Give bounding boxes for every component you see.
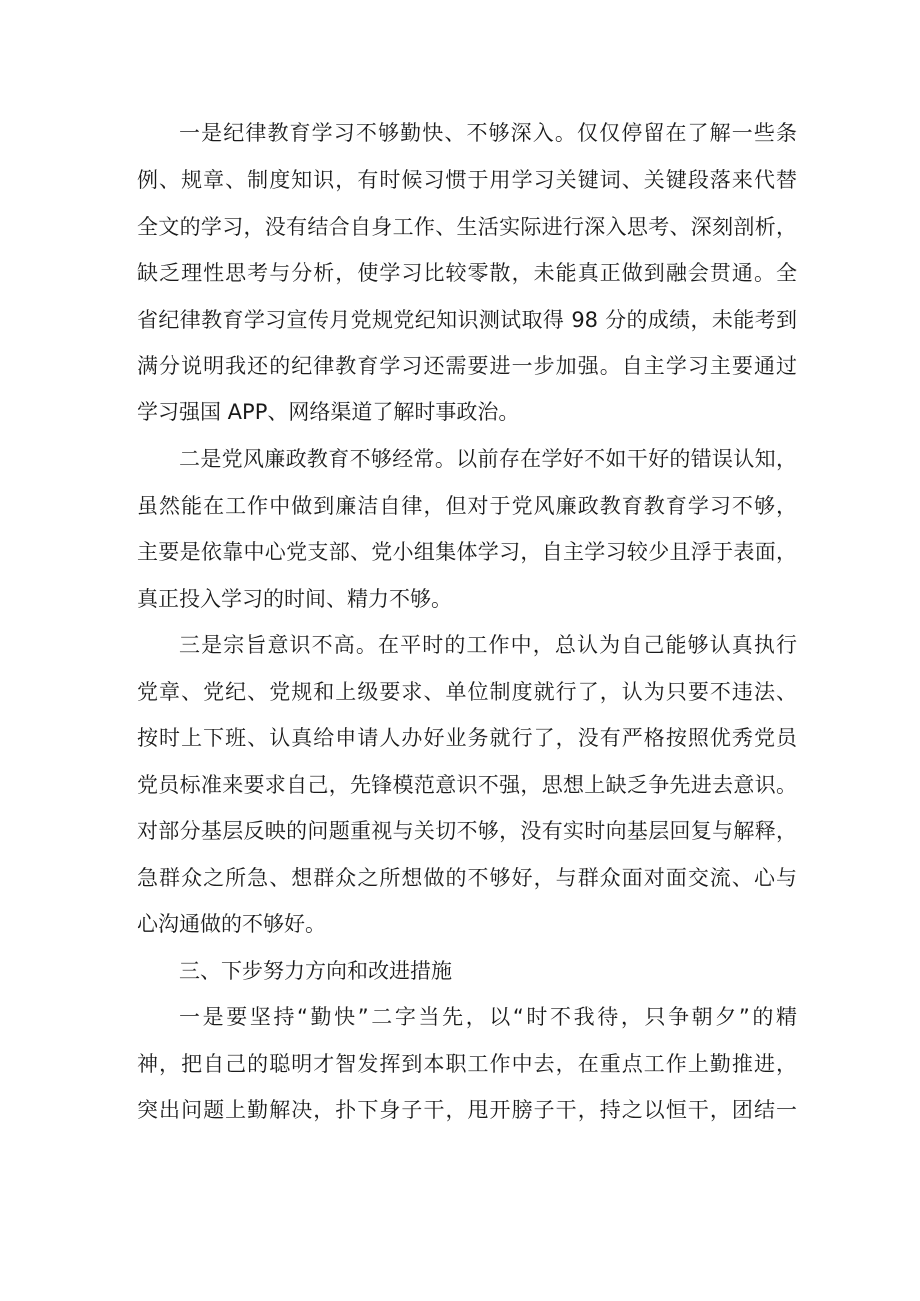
text-line: 省纪律教育学习宣传月党规党纪知识测试取得 98 分的成绩，未能考到 [137, 308, 797, 332]
text-line: 学习强国 APP、网络渠道了解时事政治。 [137, 400, 520, 424]
text-line: 一是要坚持“勤快”二字当先，以“时不我待，只争朝夕”的精 [179, 1005, 797, 1029]
section-heading: 三、下步努力方向和改进措施 [179, 959, 452, 983]
text-line: 党员标准来要求自己，先锋模范意识不强，思想上缺乏争先进去意识。 [137, 773, 797, 797]
text-line: 一是纪律教育学习不够勤快、不够深入。仅仅停留在了解一些条 [179, 121, 797, 145]
text-line: 党章、党纪、党规和上级要求、单位制度就行了，认为只要不违法、 [137, 680, 797, 704]
text-line: 对部分基层反映的问题重视与关切不够，没有实时向基层回复与解释， [137, 819, 797, 843]
text-line: 真正投入学习的时间、精力不够。 [137, 587, 452, 611]
text-line: 二是党风廉政教育不够经常。以前存在学好不如干好的错误认知， [179, 447, 797, 471]
text-line: 缺乏理性思考与分析，使学习比较零散，未能真正做到融会贯通。全 [137, 261, 797, 285]
text-line: 虽然能在工作中做到廉洁自律，但对于党风廉政教育教育学习不够， [137, 494, 797, 518]
text-line: 按时上下班、认真给申请人办好业务就行了，没有严格按照优秀党员 [137, 726, 797, 750]
text-line: 突出问题上勤解决，扑下身子干，甩开膀子干，持之以恒干，团结一 [137, 1098, 797, 1122]
text-line: 满分说明我还的纪律教育学习还需要进一步加强。自主学习主要通过 [137, 354, 797, 378]
text-line: 急群众之所急、想群众之所想做的不够好，与群众面对面交流、心与 [137, 866, 797, 890]
text-line: 全文的学习，没有结合自身工作、生活实际进行深入思考、深刻剖析， [137, 215, 797, 239]
text-line: 神，把自己的聪明才智发挥到本职工作中去，在重点工作上勤推进， [137, 1052, 797, 1076]
text-line: 三是宗旨意识不高。在平时的工作中，总认为自己能够认真执行 [179, 633, 797, 657]
text-line: 心沟通做的不够好。 [137, 912, 326, 936]
text-line: 例、规章、制度知识，有时候习惯于用学习关键词、关键段落来代替 [137, 168, 797, 192]
text-line: 主要是依靠中心党支部、党小组集体学习，自主学习较少且浮于表面， [137, 540, 797, 564]
